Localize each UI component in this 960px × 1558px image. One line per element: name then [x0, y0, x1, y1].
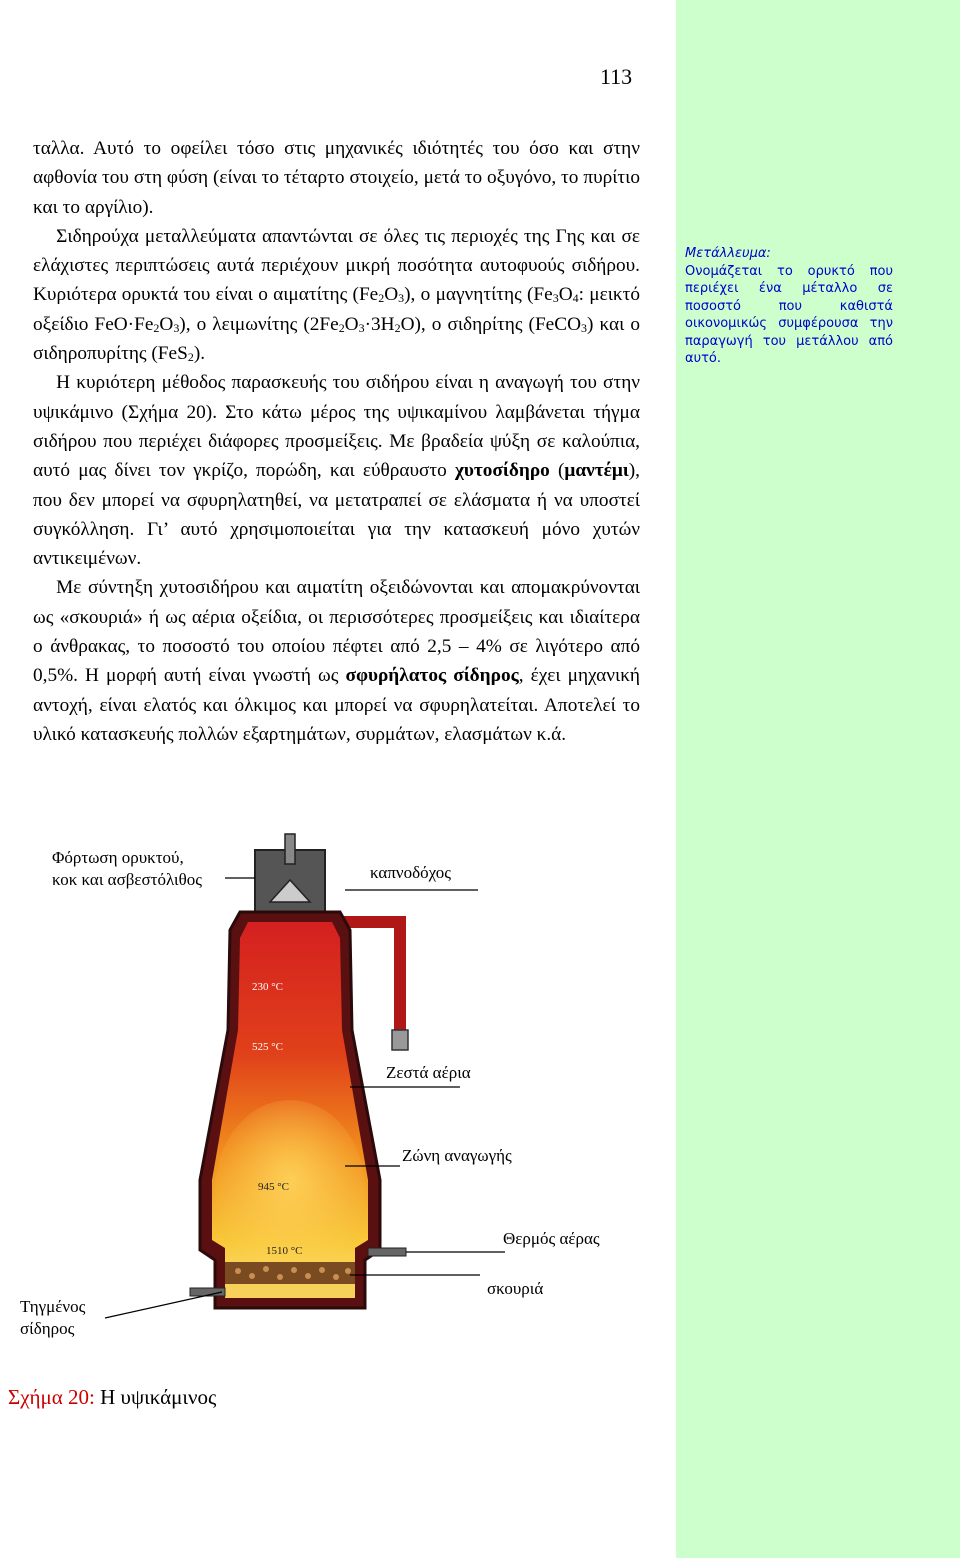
term-wrought-iron: σφυρήλατος σίδηρος	[345, 665, 519, 687]
paragraph-4: Με σύντηξη χυτοσιδήρου και αιματίτη οξειδώνονται και απομακρύνονται ως «σκουριά» ή ως αέρια οξείδια, οι περισσότερες προσμείξεις και ιδιαίτερα ο άνθρακας, το ποσοστό του οποίου πέφτει από 2,5 – 4% σε λιγότερο από 0,5%. Η μορφή αυτή είναι γνωστή ως σφυρήλατος σίδηρος, έχει μηχανική αντοχή, είναι ελατός και όλκιμος και μπορεί να σφυρηλατείται. Αποτελεί το υλικό κατασκευής πολλών εξαρτημάτων, συρμάτων, ελασμάτων κ.ά.	[33, 577, 640, 745]
term-manteme: μαντέμι	[564, 460, 629, 482]
caption-prefix: Σχήμα 20:	[8, 1385, 95, 1409]
molten-iron-layer	[225, 1284, 355, 1298]
blast-furnace-illustration	[0, 830, 676, 1360]
label-hot-air: Θερμός αέρας	[503, 1229, 600, 1248]
body-text	[33, 134, 640, 749]
label-reduction-zone: Ζώνη αναγωγής	[402, 1146, 512, 1165]
paragraph-3: Η κυριότερη μέθοδος παρασκευής του σιδήρου είναι η αναγωγή του στην υψικάμινο (Σχήμα 20). Στο κάτω μέρος της υψικαμίνου λαμβάνεται τήγμα σιδήρου που περιέχει διάφορες προσμείξεις. Με βραδεία ψύξη σε καλούπια, αυτό μας δίνει τον γκρίζο, πορώδη, και εύθραυστο χυτοσίδηρο (μαντέμι), που δεν μπορεί να σφυρηλατηθεί, να μετατραπεί σε ελάσματα ή να υποστεί συγκόλληση. Γι’ αυτό χρησιμοποιείται για την κατασκευή μόνο χυτών αντικειμένων.	[33, 372, 640, 570]
temp-label-2: 525 °C	[252, 1041, 283, 1053]
label-hot-gases: Ζεστά αέρια	[386, 1063, 471, 1082]
label-chimney: καπνοδόχος	[370, 863, 452, 882]
temp-label-4: 1510 °C	[266, 1245, 303, 1257]
hot-air-tuyere	[368, 1248, 406, 1256]
side-note	[685, 245, 893, 368]
slag-layer	[225, 1262, 355, 1284]
side-note-text: Ονομάζεται το ορυκτό που περιέχει ένα μέταλλο σε ποσοστό που καθιστά οικονομικώς συμφέρουσα την παραγωγή του μετάλλου από αυτό.	[685, 263, 893, 366]
term-cast-iron: χυτοσίδηρο	[454, 460, 550, 482]
page-number: 113	[600, 64, 633, 89]
label-molten-iron: Τηγμένος σίδηρος	[20, 1297, 86, 1338]
margin-sidebar	[676, 0, 960, 1558]
blast-furnace-figure	[0, 830, 676, 1360]
label-slag: σκουριά	[487, 1279, 544, 1298]
caption-text: Η υψικάμινος	[94, 1385, 217, 1409]
temp-label-3: 945 °C	[258, 1181, 289, 1193]
paragraph-2: Σιδηρούχα μεταλλεύματα απαντώνται σε όλες τις περιοχές της Γης και σε ελάχιστες περιπτώσεις αυτά περιέχουν μικρή ποσότητα αυτοφυούς σιδήρου. Κυριότερα ορυκτά του είναι ο αιματίτης $(Fe_2O_3)$, ο μαγνητίτης ($Fe_3O_4$: μεικτό οξείδιο $FeO\cdot Fe_2O_3$), ο λειμωνίτης $(2Fe_2O_3\cdot 3H_2O)$, ο σιδηρίτης (FeCO$_3$) και ο σιδηροπυρίτης (FeS$_2$).	[33, 225, 640, 365]
paragraph-1: ταλλα. Αυτό το οφείλει τόσο στις μηχανικές ιδιότητές του όσο και στην αφθονία του στη φύση (είναι το τέταρτο στοιχείο, μετά το οξυγόνο, το πυρίτιο και το αργίλιο).	[33, 138, 640, 218]
temp-label-1: 230 °C	[252, 981, 283, 993]
figure-caption	[8, 1385, 216, 1410]
label-charging: Φόρτωση ορυκτού, κοκ και ασβεστόλιθος	[52, 848, 202, 889]
side-note-title: Μετάλλευμα:	[685, 246, 771, 261]
